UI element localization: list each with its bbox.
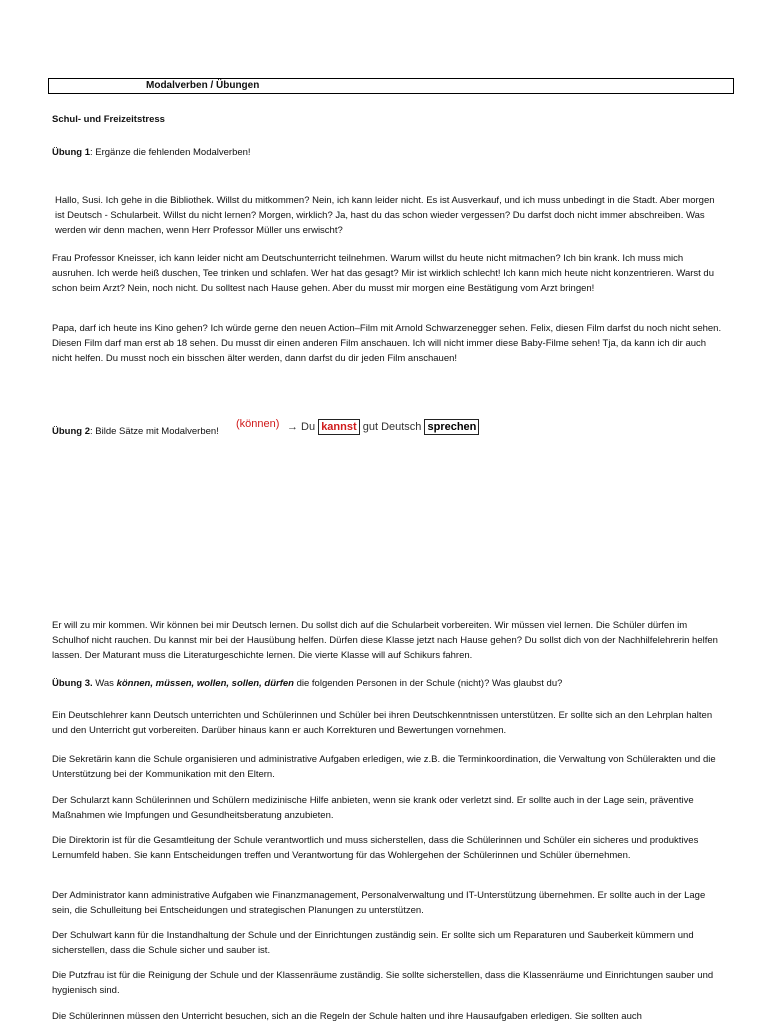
exercise-1-paragraph-2: Frau Professor Kneisser, ich kann leider nicht am Deutschunterricht teilnehmen. Warum willst du heute nicht mitmachen? Ich bin krank. Ich muss mich ausruhen. Ich werde heiß duschen, Tee trinken und schlafen. Wer hat das gesagt? Mir ist wirklich schlecht! Ich kann mich heute nicht konzentrieren. Warst du schon beim Arzt? Nein, noch nicht. Du solltest nach Hause gehen. Aber du musst mir morgen eine Bestätigung vom Arzt bringen! [52,253,714,294]
exercise-1-instruction: : Ergänze die fehlenden Modalverben! [90,147,251,158]
exercise-3-pre: Was [95,678,114,689]
exercise-2-hint: (können) [236,418,280,430]
exercise-3-heading [52,676,722,691]
exercise-1-paragraph-1: Hallo, Susi. Ich gehe in die Bibliothek. Willst du mitkommen? Nein, ich kann leider nicht. Es ist Ausverkauf, und ich muss unbedingt in die Stadt. Aber morgen ist Deutsch - Schularbeit. Willst du nicht lernen? Morgen, wirklich? Ja, hast du das schon wieder vergessen? Du darfst doch nicht immer abschreiben. Was werden wir denn machen, wenn Herr Professor Müller uns erwischt? [55,195,715,236]
exercise-3-paragraph-2: Die Sekretärin kann die Schule organisieren und administrative Aufgaben erledigen, wie z.B. die Terminkoordination, die Verwaltung von Schülerakten und die Unterstützung bei der Kommunikation mit den Eltern. [52,754,716,780]
example-verb-box: kannst [318,419,359,435]
exercise-3-paragraph-4: Die Direktorin ist für die Gesamtleitung der Schule verantwortlich und muss sicherstellen, dass die Schülerinnen und Schüler ein sicheres und produktives Lernumfeld haben. Sie kann Entscheidungen treffen und Verantwortung für das Wohlergehen der Schülerinnen und Schüler übernehmen. [52,835,699,861]
document-subtitle: Schul- und Freizeitstress [52,114,165,125]
exercise-1-label: Übung 1 [52,147,90,158]
exercise-3-paragraph-1: Ein Deutschlehrer kann Deutsch unterrichten und Schülerinnen und Schüler bei ihren Deutschkenntnissen unterstützen. Er sollte sich an den Lehrplan halten und den Unterricht gut vorbereiten. Darüber hinaus kann er auch Korrekturen und Bewertungen vornehmen. [52,710,713,736]
exercise-3-paragraph-8: Die Schülerinnen müssen den Unterricht besuchen, sich an die Regeln der Schule halten und ihre Hausaufgaben erledigen. Sie sollten auch [52,1011,642,1022]
example-arrow: → Du [287,421,316,433]
exercise-3-paragraph-3: Der Schularzt kann Schülerinnen und Schülern medizinische Hilfe anbieten, wenn sie krank oder verletzt sind. Er sollte auch in der Lage sein, präventive Maßnahmen wie Impfungen und Gesundheitsberatung anzubieten. [52,795,694,821]
title-box [48,78,734,94]
exercise-2-sentences: Er will zu mir kommen. Wir können bei mir Deutsch lernen. Du sollst dich auf die Schularbeit vorbereiten. Wir müssen viel lernen. Die Schüler dürfen im Schulhof nicht rauchen. Du kannst mir bei der Hausübung helfen. Dürfen diese Klasse jetzt nach Hause gehen? Du sollst dich von der Nachhilfelehrerin helfen lassen. Der Maturant muss die Literaturgeschichte lernen. Die vierte Klasse will auf Schikurs fahren. [52,620,718,661]
exercise-2-example [287,419,479,435]
example-infinitive-box: sprechen [424,419,479,435]
document-title: Modalverben / Übungen [146,80,260,91]
exercise-2-label-line [52,426,219,437]
exercise-1-paragraph-3: Papa, darf ich heute ins Kino gehen? Ich würde gerne den neuen Action–Film mit Arnold Schwarzenegger sehen. Felix, diesen Film darfst du noch nicht sehen. Diesen Film darf man erst ab 18 sehen. Du musst dir einen anderen Film anschauen. Ich will nicht immer diese Baby-Filme sehen! Tja, da kann ich dir auch nicht helfen. Du musst noch ein bisschen älter werden, dann darfst du dir jeden Film anschauen! [52,323,722,364]
exercise-3-paragraph-5: Der Administrator kann administrative Aufgaben wie Finanzmanagement, Personalverwaltung und IT-Unterstützung übernehmen. Er sollte auch in der Lage sein, die Schulleitung bei Entscheidungen und strategischen Planungen zu unterstützen. [52,890,706,916]
example-middle: gut Deutsch [362,421,422,433]
exercise-2-instruction: : Bilde Sätze mit Modalverben! [90,426,219,437]
exercise-1-heading [52,145,722,160]
exercise-3-paragraph-7: Die Putzfrau ist für die Reinigung der Schule und der Klassenräume zuständig. Sie sollte sicherstellen, dass die Klassenräume und Einrichtungen sauber und hygienisch sind. [52,970,714,996]
exercise-2-label: Übung 2 [52,426,90,437]
exercise-3-verbs: können, müssen, wollen, sollen, dürfen [116,678,294,689]
exercise-3-label: Übung 3. [52,678,93,689]
exercise-3-paragraph-6: Der Schulwart kann für die Instandhaltung der Schule und der Einrichtungen zuständig sein. Er sollte sich um Reparaturen und Sauberkeit kümmern und sicherstellen, dass die Schule sicher und sauber ist. [52,930,694,956]
exercise-2-heading [52,418,552,438]
exercise-3-post: die folgenden Personen in der Schule (nicht)? Was glaubst du? [296,678,563,689]
